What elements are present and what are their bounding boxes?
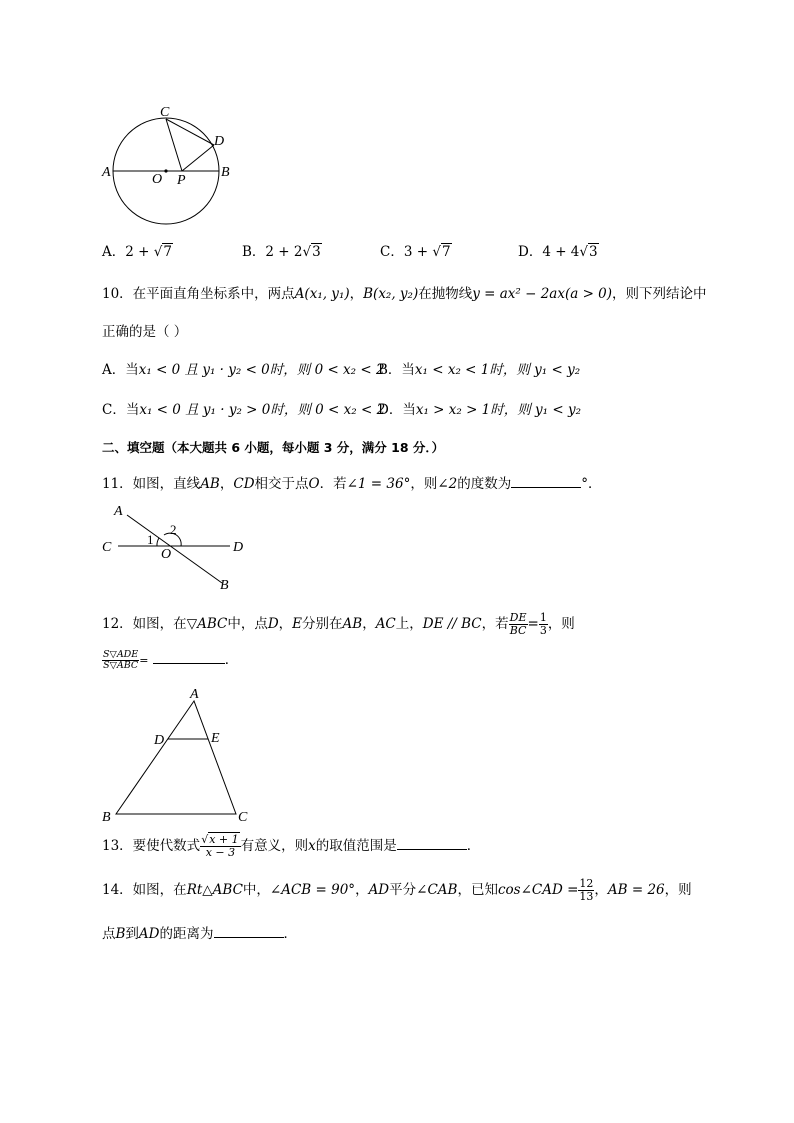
point-b: B [115,926,126,942]
label-c: C [102,540,112,555]
q10-text-line2: 正确的是（ ） [102,324,188,340]
q14-text-line2: 点 [102,926,116,942]
q14-stem-line2 [102,922,297,942]
q11-lines-figure [100,500,260,595]
option-letter: A．当 [102,362,139,378]
triangle-abc: ▽ABC [186,616,228,632]
label-c: C [238,810,248,825]
option-body: x₁ < 0 且 y₁ · y₂ > 0时，则 0 < x₂ < 2 [139,402,386,418]
option-letter: B． [242,244,266,260]
option-letter: B．当 [378,362,415,378]
algebraic-fraction [200,834,240,858]
label-b: B [220,578,229,593]
q11-text-b: 相交于点 [254,476,309,492]
label-o: O [152,172,163,187]
point-o: O [308,476,320,492]
label-d: D [214,134,225,149]
cos-expression: cos∠CAD = [497,882,579,898]
q11-text: 11．如图，直线 [102,476,201,492]
q12-text: 12．如图，在 [102,616,187,632]
option-value: 2 + [125,244,154,260]
option-radicand: 3 [589,244,598,260]
q9-option-c: C．3 + √7 [380,244,451,260]
q11-text-e: 的度数为 [457,476,512,492]
value-denominator: 3 [539,624,547,637]
center-dot [164,169,167,172]
section-heading: 二、填空题（本大题共 6 小题，每小题 3 分，满分 18 分．） [102,440,445,455]
option-radicand: 3 [312,244,321,260]
q12-text-f: 上， [395,616,423,632]
q12-triangle-figure [98,683,258,825]
variable-x: x [308,838,316,854]
answer-blank[interactable] [214,936,284,938]
label-p: P [177,173,186,188]
side-ac: AC [375,616,396,632]
q10-stem-line2 [102,320,187,340]
q14-text-e: ，已知 [457,882,498,898]
value-numerator: 1 [539,611,547,625]
answer-blank[interactable] [397,848,467,850]
option-body: x₁ < 0 且 y₁ · y₂ < 0时，则 0 < x₂ < 2 [138,362,385,378]
q13-text-c: 的取值范围是 [315,838,397,854]
q14-sep: ， [355,882,369,898]
q13-text-b: 有意义，则 [240,838,309,854]
fraction-numerator: √x + 1 [201,833,239,847]
q10-option-a [102,358,385,378]
area-fraction [102,650,139,671]
option-value: 2 + 2 [265,244,303,260]
label-c: C [160,105,170,120]
q13-stem [102,834,480,859]
label-angle-1: 1 [147,532,154,547]
q11-unit: °． [581,476,602,492]
segment-ad: AD [138,926,160,942]
length-ab: AB = 26 [607,882,665,898]
option-body: x₁ > x₂ > 1时，则 y₁ < y₂ [415,402,582,418]
q14-stem-line1 [102,878,692,903]
option-letter: C． [380,244,404,260]
q12-text-d: 分别在 [302,616,343,632]
radicand: x + 1 [209,833,239,847]
cos-numerator: 12 [579,877,594,891]
area-denominator: S▽ABC [103,660,139,671]
q9-option-a: A．2 + √7 [102,244,172,260]
label-d: D [154,733,165,748]
area-numerator: S▽ADE [103,649,139,661]
answer-blank[interactable] [511,486,581,488]
area-equals: = [139,654,149,667]
q11-stem [102,472,601,492]
ratio-fraction [509,612,528,636]
answer-blank[interactable] [153,662,225,664]
q14-text-distance: 的距离为 [159,926,214,942]
right-triangle: Rt△ABC [186,882,243,898]
q10-text-tail: ，则下列结论中 [612,286,707,302]
label-a: A [114,504,123,519]
value-fraction [539,612,548,636]
q12-text-h: ，则 [547,616,575,632]
label-a: A [102,165,111,180]
angle-1-arc [157,538,159,546]
label-b: B [221,165,230,180]
q10-option-b [378,358,580,378]
q11-text-c: ．若 [319,476,347,492]
equals: = [527,616,539,632]
point-d: D [267,616,279,632]
q12-period: ． [224,652,239,668]
angle-cab: ∠CAB [416,882,458,898]
point-e: E [292,616,303,632]
q14-text-to: 到 [125,926,139,942]
q14-sep2: ， [594,882,608,898]
q9-circle-figure [100,100,240,225]
q12-sep2: ， [362,616,376,632]
parallel-condition: DE // BC [422,616,482,632]
line-ab: AB [200,476,220,492]
parabola-equation: y = ax² − 2ax(a > 0) [472,286,613,302]
q11-text-d: ，则 [410,476,438,492]
ratio-denominator: BC [509,624,527,637]
triangle-abc-drawn [116,701,236,814]
option-radicand: 7 [441,244,451,260]
q12-area-line [102,648,238,671]
ratio-numerator: DE [509,611,527,625]
q14-period: ． [283,926,297,942]
q14-text-b: 中， [242,882,270,898]
line-cd: CD [233,476,255,492]
option-letter: C．当 [102,402,140,418]
segment-ad: AD [368,882,390,898]
q10-text-mid: 在抛物线 [418,286,473,302]
given-angle: ∠1 = 36° [346,476,411,492]
segment-pd [182,145,214,171]
q14-text: 14．如图，在 [102,882,187,898]
label-o: O [161,547,172,562]
q12-text-b: 中，点 [227,616,268,632]
label-d: D [233,540,244,555]
label-b: B [102,810,111,825]
option-body: x₁ < x₂ < 1时，则 y₁ < y₂ [414,362,581,378]
q12-text-g: ，若 [481,616,509,632]
q13-period: ． [466,838,481,854]
side-ab: AB [342,616,363,632]
option-letter: A． [102,244,126,260]
q10-sep: ， [349,286,364,302]
cos-denominator: 13 [579,890,594,903]
option-value: 3 + [403,244,433,260]
cos-fraction [578,878,594,902]
label-e: E [211,731,220,746]
q10-stem-line1 [102,282,707,302]
q9-option-d: D．4 + 4√3 [518,244,598,260]
option-letter: D．当 [378,402,416,418]
q9-option-b: B．2 + 2√3 [242,244,321,260]
q10-option-d [378,398,581,418]
q13-text: 13．要使代数式 [102,838,201,854]
label-a: A [190,687,199,702]
angle-acb: ∠ACB = 90° [269,882,356,898]
option-letter: D． [518,244,543,260]
option-value: 4 + 4 [542,244,580,260]
q10-text: 10．在平面直角坐标系中，两点 [102,286,295,302]
point-a: A(x₁, y₁) [294,286,350,302]
q14-text-d: 平分 [389,882,417,898]
point-b: B(x₂, y₂) [363,286,419,302]
label-angle-2: 2 [170,522,177,537]
q12-sep: ， [278,616,293,632]
fraction-denominator: x − 3 [205,846,236,859]
q10-option-c [102,398,385,418]
q11-comma: ， [219,476,234,492]
option-radicand: 7 [163,244,172,260]
q12-stem [102,612,575,637]
q14-text-g: ，则 [664,882,692,898]
asked-angle: ∠2 [437,476,458,492]
